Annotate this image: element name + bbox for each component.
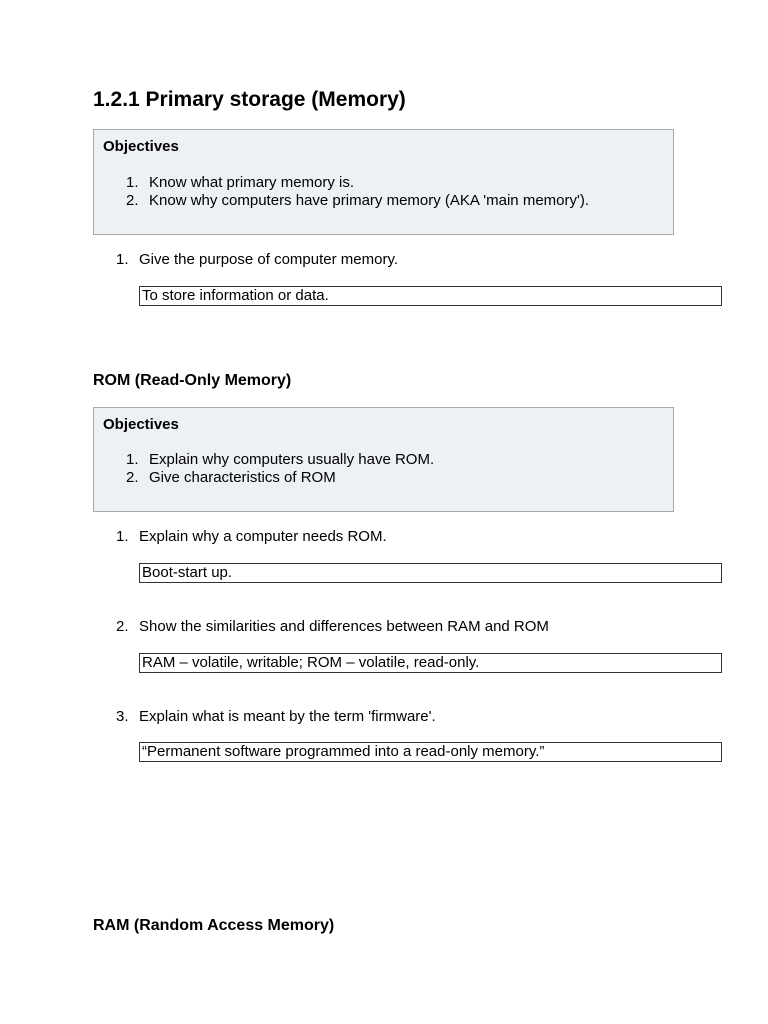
objective-text: Explain why computers usually have ROM. [149, 451, 435, 468]
objective-text: Know why computers have primary memory (AKA 'main memory'). [149, 192, 590, 209]
objectives-list [126, 174, 590, 210]
objective-item [126, 451, 435, 469]
question-text: Give the purpose of computer memory. [139, 251, 398, 268]
question-text: Show the similarities and differences between RAM and ROM [139, 618, 549, 635]
objective-number: 1. [126, 174, 139, 191]
question-number: 1. [116, 251, 129, 268]
question-text: Explain why a computer needs ROM. [139, 528, 387, 545]
objectives-heading: Objectives [103, 138, 179, 155]
objectives-list [126, 451, 435, 487]
objective-number: 2. [126, 469, 139, 486]
objective-item [126, 192, 590, 210]
objectives-box-rom [93, 407, 674, 512]
objective-number: 2. [126, 192, 139, 209]
page-title: 1.2.1 Primary storage (Memory) [93, 88, 406, 111]
question-item [116, 708, 436, 726]
question-number: 3. [116, 708, 129, 725]
section-heading-rom: ROM (Read-Only Memory) [93, 372, 292, 389]
objective-item [126, 469, 434, 487]
answer-field[interactable]: “Permanent software programmed into a read-only memory.” [139, 742, 722, 762]
objectives-box-primary-storage [93, 129, 674, 235]
objective-text: Give characteristics of ROM [149, 469, 336, 486]
question-text: Explain what is meant by the term 'firmware'. [139, 708, 436, 725]
question-item [116, 528, 387, 546]
objective-item [126, 174, 589, 192]
answer-field[interactable]: RAM – volatile, writable; ROM – volatile, read-only. [139, 653, 722, 673]
objectives-heading: Objectives [103, 416, 179, 433]
objective-number: 1. [126, 451, 139, 468]
answer-field[interactable]: To store information or data. [139, 286, 722, 306]
answer-field[interactable]: Boot-start up. [139, 563, 722, 583]
section-heading-ram: RAM (Random Access Memory) [93, 917, 335, 934]
question-item [116, 251, 398, 269]
objective-text: Know what primary memory is. [149, 174, 355, 191]
question-number: 2. [116, 618, 129, 635]
question-number: 1. [116, 528, 129, 545]
question-item [116, 618, 549, 636]
